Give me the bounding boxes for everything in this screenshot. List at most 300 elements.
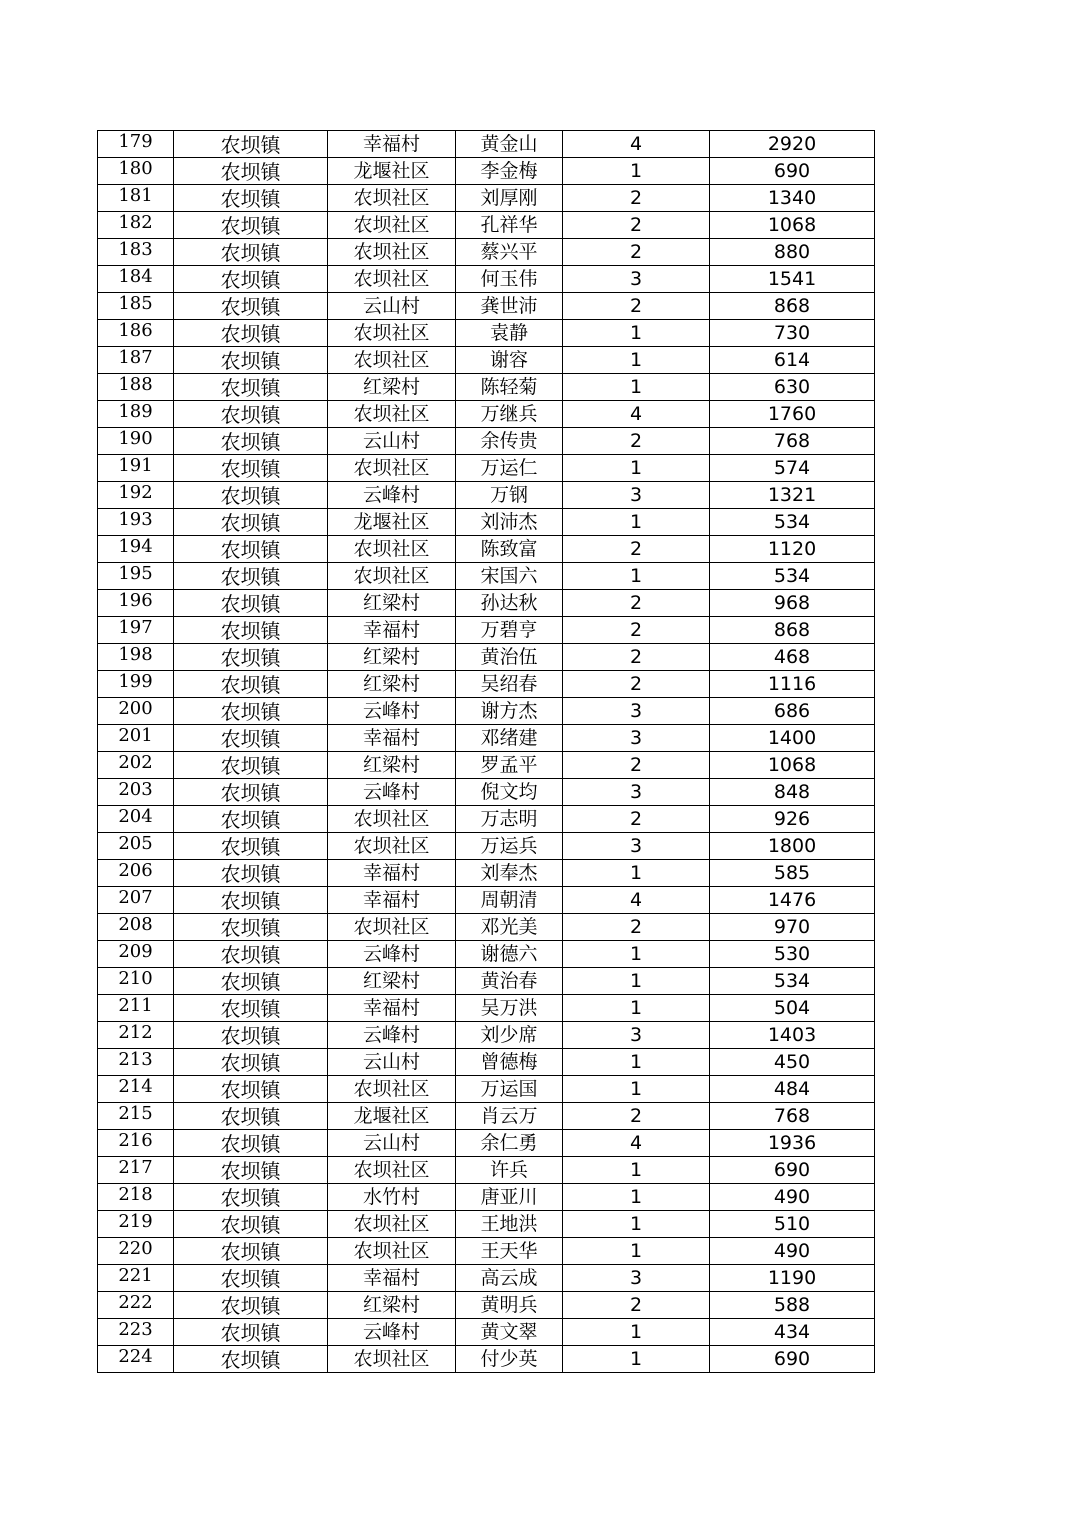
row-number-cell: 202: [98, 752, 174, 779]
household-count-cell: 1: [563, 374, 710, 401]
table-row: [98, 455, 875, 482]
household-count-cell: 1: [563, 320, 710, 347]
household-count-cell: 3: [563, 779, 710, 806]
person-name-cell: 万碧亨: [456, 617, 563, 644]
village-cell: 红梁村: [328, 671, 456, 698]
table-row: [98, 1265, 875, 1292]
person-name-cell: 万钢: [456, 482, 563, 509]
table-row: [98, 293, 875, 320]
person-name-cell: 李金梅: [456, 158, 563, 185]
household-count-cell: 2: [563, 914, 710, 941]
table-row: [98, 1049, 875, 1076]
table-row: [98, 185, 875, 212]
table-row: [98, 536, 875, 563]
village-cell: 农坝社区: [328, 320, 456, 347]
town-cell: 农坝镇: [174, 158, 328, 185]
row-number-cell: 216: [98, 1130, 174, 1157]
person-name-cell: 刘厚刚: [456, 185, 563, 212]
row-number-cell: 180: [98, 158, 174, 185]
town-cell: 农坝镇: [174, 1211, 328, 1238]
village-cell: 农坝社区: [328, 239, 456, 266]
household-count-cell: 3: [563, 1022, 710, 1049]
table-row: [98, 266, 875, 293]
row-number-cell: 213: [98, 1049, 174, 1076]
amount-cell: 1190: [710, 1265, 875, 1292]
village-cell: 农坝社区: [328, 806, 456, 833]
town-cell: 农坝镇: [174, 752, 328, 779]
person-name-cell: 万运国: [456, 1076, 563, 1103]
table-row: [98, 860, 875, 887]
table-row: [98, 1184, 875, 1211]
row-number-cell: 188: [98, 374, 174, 401]
amount-cell: 434: [710, 1319, 875, 1346]
village-cell: 农坝社区: [328, 563, 456, 590]
household-count-cell: 1: [563, 347, 710, 374]
village-cell: 红梁村: [328, 968, 456, 995]
household-count-cell: 1: [563, 455, 710, 482]
village-cell: 云山村: [328, 428, 456, 455]
row-number-cell: 195: [98, 563, 174, 590]
table-row: [98, 320, 875, 347]
row-number-cell: 182: [98, 212, 174, 239]
town-cell: 农坝镇: [174, 455, 328, 482]
person-name-cell: 蔡兴平: [456, 239, 563, 266]
person-name-cell: 孔祥华: [456, 212, 563, 239]
person-name-cell: 曾德梅: [456, 1049, 563, 1076]
person-name-cell: 罗孟平: [456, 752, 563, 779]
data-table: [97, 130, 875, 1373]
amount-cell: 1800: [710, 833, 875, 860]
amount-cell: 848: [710, 779, 875, 806]
town-cell: 农坝镇: [174, 995, 328, 1022]
village-cell: 龙堰社区: [328, 158, 456, 185]
person-name-cell: 付少英: [456, 1346, 563, 1373]
town-cell: 农坝镇: [174, 1265, 328, 1292]
row-number-cell: 220: [98, 1238, 174, 1265]
row-number-cell: 210: [98, 968, 174, 995]
village-cell: 红梁村: [328, 374, 456, 401]
amount-cell: 504: [710, 995, 875, 1022]
row-number-cell: 187: [98, 347, 174, 374]
amount-cell: 1541: [710, 266, 875, 293]
village-cell: 农坝社区: [328, 455, 456, 482]
village-cell: 农坝社区: [328, 266, 456, 293]
person-name-cell: 刘少席: [456, 1022, 563, 1049]
amount-cell: 1116: [710, 671, 875, 698]
person-name-cell: 高云成: [456, 1265, 563, 1292]
town-cell: 农坝镇: [174, 563, 328, 590]
town-cell: 农坝镇: [174, 374, 328, 401]
person-name-cell: 王天华: [456, 1238, 563, 1265]
row-number-cell: 215: [98, 1103, 174, 1130]
row-number-cell: 193: [98, 509, 174, 536]
village-cell: 水竹村: [328, 1184, 456, 1211]
village-cell: 云山村: [328, 293, 456, 320]
table-row: [98, 617, 875, 644]
village-cell: 云山村: [328, 1130, 456, 1157]
person-name-cell: 谢容: [456, 347, 563, 374]
person-name-cell: 谢德六: [456, 941, 563, 968]
person-name-cell: 孙达秋: [456, 590, 563, 617]
household-count-cell: 1: [563, 1076, 710, 1103]
household-count-cell: 2: [563, 590, 710, 617]
amount-cell: 868: [710, 617, 875, 644]
village-cell: 农坝社区: [328, 1211, 456, 1238]
village-cell: 农坝社区: [328, 914, 456, 941]
household-count-cell: 2: [563, 617, 710, 644]
row-number-cell: 203: [98, 779, 174, 806]
table-row: [98, 347, 875, 374]
person-name-cell: 邓绪建: [456, 725, 563, 752]
amount-cell: 690: [710, 1346, 875, 1373]
row-number-cell: 201: [98, 725, 174, 752]
household-count-cell: 3: [563, 266, 710, 293]
table-row: [98, 806, 875, 833]
table-row: [98, 1346, 875, 1373]
table-row: [98, 1130, 875, 1157]
row-number-cell: 183: [98, 239, 174, 266]
person-name-cell: 周朝清: [456, 887, 563, 914]
row-number-cell: 207: [98, 887, 174, 914]
table-row: [98, 995, 875, 1022]
household-count-cell: 3: [563, 698, 710, 725]
person-name-cell: 唐亚川: [456, 1184, 563, 1211]
amount-cell: 2920: [710, 131, 875, 158]
town-cell: 农坝镇: [174, 806, 328, 833]
table-row: [98, 1103, 875, 1130]
town-cell: 农坝镇: [174, 1130, 328, 1157]
town-cell: 农坝镇: [174, 725, 328, 752]
town-cell: 农坝镇: [174, 1049, 328, 1076]
row-number-cell: 222: [98, 1292, 174, 1319]
town-cell: 农坝镇: [174, 644, 328, 671]
town-cell: 农坝镇: [174, 698, 328, 725]
table-row: [98, 563, 875, 590]
town-cell: 农坝镇: [174, 239, 328, 266]
row-number-cell: 212: [98, 1022, 174, 1049]
household-count-cell: 1: [563, 1049, 710, 1076]
household-count-cell: 4: [563, 131, 710, 158]
amount-cell: 484: [710, 1076, 875, 1103]
amount-cell: 534: [710, 968, 875, 995]
row-number-cell: 224: [98, 1346, 174, 1373]
household-count-cell: 2: [563, 293, 710, 320]
household-count-cell: 1: [563, 1346, 710, 1373]
household-count-cell: 4: [563, 401, 710, 428]
town-cell: 农坝镇: [174, 968, 328, 995]
village-cell: 农坝社区: [328, 1346, 456, 1373]
person-name-cell: 陈致富: [456, 536, 563, 563]
amount-cell: 490: [710, 1184, 875, 1211]
amount-cell: 574: [710, 455, 875, 482]
town-cell: 农坝镇: [174, 1022, 328, 1049]
person-name-cell: 肖云万: [456, 1103, 563, 1130]
amount-cell: 490: [710, 1238, 875, 1265]
amount-cell: 970: [710, 914, 875, 941]
town-cell: 农坝镇: [174, 347, 328, 374]
town-cell: 农坝镇: [174, 482, 328, 509]
table-row: [98, 968, 875, 995]
person-name-cell: 万运仁: [456, 455, 563, 482]
town-cell: 农坝镇: [174, 590, 328, 617]
table-body: [98, 131, 875, 1373]
table-row: [98, 671, 875, 698]
household-count-cell: 2: [563, 239, 710, 266]
amount-cell: 534: [710, 509, 875, 536]
amount-cell: 1403: [710, 1022, 875, 1049]
person-name-cell: 黄治伍: [456, 644, 563, 671]
person-name-cell: 邓光美: [456, 914, 563, 941]
town-cell: 农坝镇: [174, 131, 328, 158]
household-count-cell: 3: [563, 482, 710, 509]
person-name-cell: 余传贵: [456, 428, 563, 455]
person-name-cell: 许兵: [456, 1157, 563, 1184]
household-count-cell: 1: [563, 563, 710, 590]
town-cell: 农坝镇: [174, 293, 328, 320]
row-number-cell: 223: [98, 1319, 174, 1346]
amount-cell: 1321: [710, 482, 875, 509]
town-cell: 农坝镇: [174, 1346, 328, 1373]
household-count-cell: 1: [563, 1157, 710, 1184]
person-name-cell: 万运兵: [456, 833, 563, 860]
person-name-cell: 陈轻菊: [456, 374, 563, 401]
village-cell: 幸福村: [328, 617, 456, 644]
town-cell: 农坝镇: [174, 1292, 328, 1319]
village-cell: 幸福村: [328, 860, 456, 887]
town-cell: 农坝镇: [174, 860, 328, 887]
village-cell: 红梁村: [328, 644, 456, 671]
amount-cell: 868: [710, 293, 875, 320]
village-cell: 农坝社区: [328, 1238, 456, 1265]
amount-cell: 968: [710, 590, 875, 617]
town-cell: 农坝镇: [174, 1184, 328, 1211]
table-row: [98, 1211, 875, 1238]
person-name-cell: 黄文翠: [456, 1319, 563, 1346]
row-number-cell: 192: [98, 482, 174, 509]
town-cell: 农坝镇: [174, 320, 328, 347]
village-cell: 幸福村: [328, 995, 456, 1022]
amount-cell: 1476: [710, 887, 875, 914]
amount-cell: 880: [710, 239, 875, 266]
town-cell: 农坝镇: [174, 509, 328, 536]
amount-cell: 1068: [710, 212, 875, 239]
row-number-cell: 221: [98, 1265, 174, 1292]
table-row: [98, 1319, 875, 1346]
town-cell: 农坝镇: [174, 1319, 328, 1346]
row-number-cell: 219: [98, 1211, 174, 1238]
town-cell: 农坝镇: [174, 617, 328, 644]
row-number-cell: 199: [98, 671, 174, 698]
row-number-cell: 200: [98, 698, 174, 725]
household-count-cell: 1: [563, 158, 710, 185]
amount-cell: 768: [710, 1103, 875, 1130]
row-number-cell: 205: [98, 833, 174, 860]
amount-cell: 1760: [710, 401, 875, 428]
table-row: [98, 374, 875, 401]
table-row: [98, 212, 875, 239]
person-name-cell: 黄治春: [456, 968, 563, 995]
row-number-cell: 189: [98, 401, 174, 428]
household-count-cell: 4: [563, 1130, 710, 1157]
town-cell: 农坝镇: [174, 941, 328, 968]
row-number-cell: 217: [98, 1157, 174, 1184]
town-cell: 农坝镇: [174, 401, 328, 428]
table-row: [98, 887, 875, 914]
table-row: [98, 914, 875, 941]
village-cell: 幸福村: [328, 887, 456, 914]
table-row: [98, 239, 875, 266]
table-row: [98, 1292, 875, 1319]
table-row: [98, 1076, 875, 1103]
village-cell: 红梁村: [328, 1292, 456, 1319]
amount-cell: 690: [710, 1157, 875, 1184]
table-row: [98, 698, 875, 725]
table-row: [98, 725, 875, 752]
household-count-cell: 1: [563, 941, 710, 968]
town-cell: 农坝镇: [174, 212, 328, 239]
person-name-cell: 万继兵: [456, 401, 563, 428]
village-cell: 农坝社区: [328, 212, 456, 239]
row-number-cell: 179: [98, 131, 174, 158]
village-cell: 云山村: [328, 1049, 456, 1076]
amount-cell: 686: [710, 698, 875, 725]
table-row: [98, 833, 875, 860]
amount-cell: 534: [710, 563, 875, 590]
amount-cell: 926: [710, 806, 875, 833]
village-cell: 幸福村: [328, 131, 456, 158]
household-count-cell: 2: [563, 671, 710, 698]
person-name-cell: 万志明: [456, 806, 563, 833]
village-cell: 云峰村: [328, 1319, 456, 1346]
village-cell: 红梁村: [328, 590, 456, 617]
table-row: [98, 131, 875, 158]
row-number-cell: 185: [98, 293, 174, 320]
amount-cell: 1068: [710, 752, 875, 779]
amount-cell: 468: [710, 644, 875, 671]
table-row: [98, 1157, 875, 1184]
row-number-cell: 197: [98, 617, 174, 644]
town-cell: 农坝镇: [174, 266, 328, 293]
amount-cell: 630: [710, 374, 875, 401]
amount-cell: 1400: [710, 725, 875, 752]
household-count-cell: 1: [563, 1211, 710, 1238]
amount-cell: 614: [710, 347, 875, 374]
village-cell: 云峰村: [328, 941, 456, 968]
table-row: [98, 158, 875, 185]
town-cell: 农坝镇: [174, 887, 328, 914]
person-name-cell: 黄金山: [456, 131, 563, 158]
household-count-cell: 3: [563, 833, 710, 860]
person-name-cell: 王地洪: [456, 1211, 563, 1238]
person-name-cell: 宋国六: [456, 563, 563, 590]
household-count-cell: 2: [563, 428, 710, 455]
town-cell: 农坝镇: [174, 914, 328, 941]
amount-cell: 768: [710, 428, 875, 455]
person-name-cell: 谢方杰: [456, 698, 563, 725]
amount-cell: 530: [710, 941, 875, 968]
table-row: [98, 1238, 875, 1265]
row-number-cell: 186: [98, 320, 174, 347]
town-cell: 农坝镇: [174, 833, 328, 860]
town-cell: 农坝镇: [174, 1076, 328, 1103]
town-cell: 农坝镇: [174, 185, 328, 212]
village-cell: 农坝社区: [328, 536, 456, 563]
village-cell: 云峰村: [328, 1022, 456, 1049]
village-cell: 农坝社区: [328, 833, 456, 860]
person-name-cell: 黄明兵: [456, 1292, 563, 1319]
village-cell: 云峰村: [328, 482, 456, 509]
amount-cell: 690: [710, 158, 875, 185]
row-number-cell: 191: [98, 455, 174, 482]
town-cell: 农坝镇: [174, 671, 328, 698]
amount-cell: 450: [710, 1049, 875, 1076]
household-count-cell: 4: [563, 887, 710, 914]
amount-cell: 730: [710, 320, 875, 347]
row-number-cell: 184: [98, 266, 174, 293]
household-count-cell: 3: [563, 1265, 710, 1292]
row-number-cell: 198: [98, 644, 174, 671]
town-cell: 农坝镇: [174, 779, 328, 806]
village-cell: 云峰村: [328, 779, 456, 806]
table-row: [98, 779, 875, 806]
household-count-cell: 1: [563, 860, 710, 887]
village-cell: 龙堰社区: [328, 509, 456, 536]
village-cell: 农坝社区: [328, 401, 456, 428]
amount-cell: 588: [710, 1292, 875, 1319]
household-count-cell: 1: [563, 995, 710, 1022]
amount-cell: 1936: [710, 1130, 875, 1157]
town-cell: 农坝镇: [174, 1103, 328, 1130]
village-cell: 幸福村: [328, 725, 456, 752]
row-number-cell: 218: [98, 1184, 174, 1211]
table-row: [98, 428, 875, 455]
amount-cell: 1340: [710, 185, 875, 212]
table-row: [98, 941, 875, 968]
amount-cell: 1120: [710, 536, 875, 563]
household-count-cell: 1: [563, 968, 710, 995]
row-number-cell: 208: [98, 914, 174, 941]
household-count-cell: 1: [563, 1319, 710, 1346]
table-row: [98, 509, 875, 536]
person-name-cell: 吴绍春: [456, 671, 563, 698]
row-number-cell: 194: [98, 536, 174, 563]
town-cell: 农坝镇: [174, 1238, 328, 1265]
household-count-cell: 3: [563, 725, 710, 752]
household-count-cell: 2: [563, 1103, 710, 1130]
village-cell: 农坝社区: [328, 185, 456, 212]
village-cell: 云峰村: [328, 698, 456, 725]
person-name-cell: 刘奉杰: [456, 860, 563, 887]
household-count-cell: 1: [563, 509, 710, 536]
household-count-cell: 2: [563, 806, 710, 833]
row-number-cell: 181: [98, 185, 174, 212]
row-number-cell: 190: [98, 428, 174, 455]
household-count-cell: 1: [563, 1184, 710, 1211]
table-row: [98, 752, 875, 779]
village-cell: 红梁村: [328, 752, 456, 779]
row-number-cell: 211: [98, 995, 174, 1022]
town-cell: 农坝镇: [174, 428, 328, 455]
row-number-cell: 204: [98, 806, 174, 833]
household-count-cell: 2: [563, 1292, 710, 1319]
village-cell: 农坝社区: [328, 1076, 456, 1103]
amount-cell: 585: [710, 860, 875, 887]
row-number-cell: 209: [98, 941, 174, 968]
household-count-cell: 2: [563, 752, 710, 779]
table-row: [98, 1022, 875, 1049]
household-count-cell: 1: [563, 1238, 710, 1265]
table-row: [98, 401, 875, 428]
